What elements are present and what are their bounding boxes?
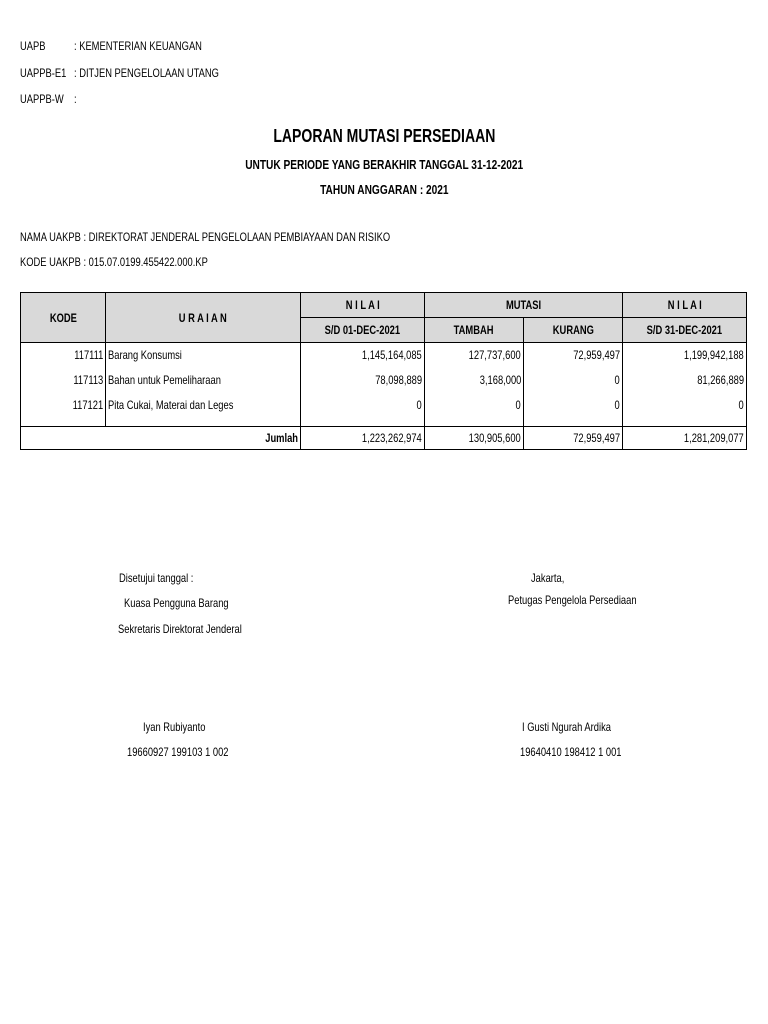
sig-left-name: Iyan Rubiyanto [143,720,206,734]
cell-uraian: Pita Cukai, Materai dan Leges [106,393,301,418]
cell-tambah: 127,737,600 [425,343,524,369]
cell-nilai-akhir: 0 [623,393,747,418]
cell-kurang: 0 [524,368,623,393]
header-key: UAPPB-E1 [20,66,67,80]
cell-total-nilai-awal: 1,223,262,974 [301,427,425,450]
cell-nilai-awal: 78,098,889 [301,368,425,393]
cell-kurang: 0 [524,393,623,418]
sig-right-place: Jakarta, [531,571,565,585]
col-header-uraian: U R A I A N [106,293,301,343]
cell-uraian: Barang Konsumsi [106,343,301,369]
table-row [21,343,747,369]
sig-left-nip: 19660927 199103 1 002 [127,745,229,759]
cell-total-tambah: 130,905,600 [425,427,524,450]
cell-uraian: Bahan untuk Pemeliharaan [106,368,301,393]
header-value: : KEMENTERIAN KEUANGAN [74,39,202,53]
col-header-nilai-awal-date: S/D 01-DEC-2021 [301,318,425,343]
cell-nilai-akhir: 1,199,942,188 [623,343,747,369]
table-row [21,368,747,393]
sig-left-approved: Disetujui tanggal : [119,571,194,585]
col-header-kode: KODE [21,293,106,343]
sig-left-role: Kuasa Pengguna Barang [124,596,229,610]
mutation-table [20,292,747,450]
cell-total-kurang: 72,959,497 [524,427,623,450]
header-value: : DITJEN PENGELOLAAN UTANG [74,66,219,80]
report-title: LAPORAN MUTASI PERSEDIAAN [272,126,496,146]
col-header-mutasi: MUTASI [425,293,623,318]
kode-uakpb: KODE UAKPB : 015.07.0199.455422.000.KP [20,255,208,269]
report-period: UNTUK PERIODE YANG BERAKHIR TANGGAL 31-12-2021 [244,157,523,172]
table-spacer [21,418,747,427]
col-header-nilai-akhir: N I L A I [623,293,747,318]
cell-nilai-akhir: 81,266,889 [623,368,747,393]
col-header-tambah: TAMBAH [425,318,524,343]
cell-kode: 117113 [21,368,106,393]
col-header-nilai-akhir-date: S/D 31-DEC-2021 [623,318,747,343]
report-year: TAHUN ANGGARAN : 2021 [319,182,449,197]
sig-right-nip: 19640410 198412 1 001 [520,745,622,759]
cell-kode: 117111 [21,343,106,369]
cell-total-label: Jumlah [106,427,301,450]
table-total-row [21,427,747,450]
col-header-kurang: KURANG [524,318,623,343]
cell-nilai-awal: 1,145,164,085 [301,343,425,369]
header-key: UAPB [20,39,46,53]
cell-kode: 117121 [21,393,106,418]
header-value: : [74,92,77,106]
cell-total-blank [21,427,106,450]
cell-nilai-awal: 0 [301,393,425,418]
table-row [21,393,747,418]
col-header-nilai-awal: N I L A I [301,293,425,318]
sig-right-name: I Gusti Ngurah Ardika [522,720,611,734]
cell-tambah: 0 [425,393,524,418]
nama-uakpb: NAMA UAKPB : DIREKTORAT JENDERAL PENGELOLAAN PEMBIAYAAN DAN RISIKO [20,230,391,244]
cell-tambah: 3,168,000 [425,368,524,393]
cell-kurang: 72,959,497 [524,343,623,369]
sig-left-position: Sekretaris Direktorat Jenderal [118,622,242,636]
header-key: UAPPB-W [20,92,64,106]
cell-total-nilai-akhir: 1,281,209,077 [623,427,747,450]
sig-right-role: Petugas Pengelola Persediaan [508,593,637,607]
